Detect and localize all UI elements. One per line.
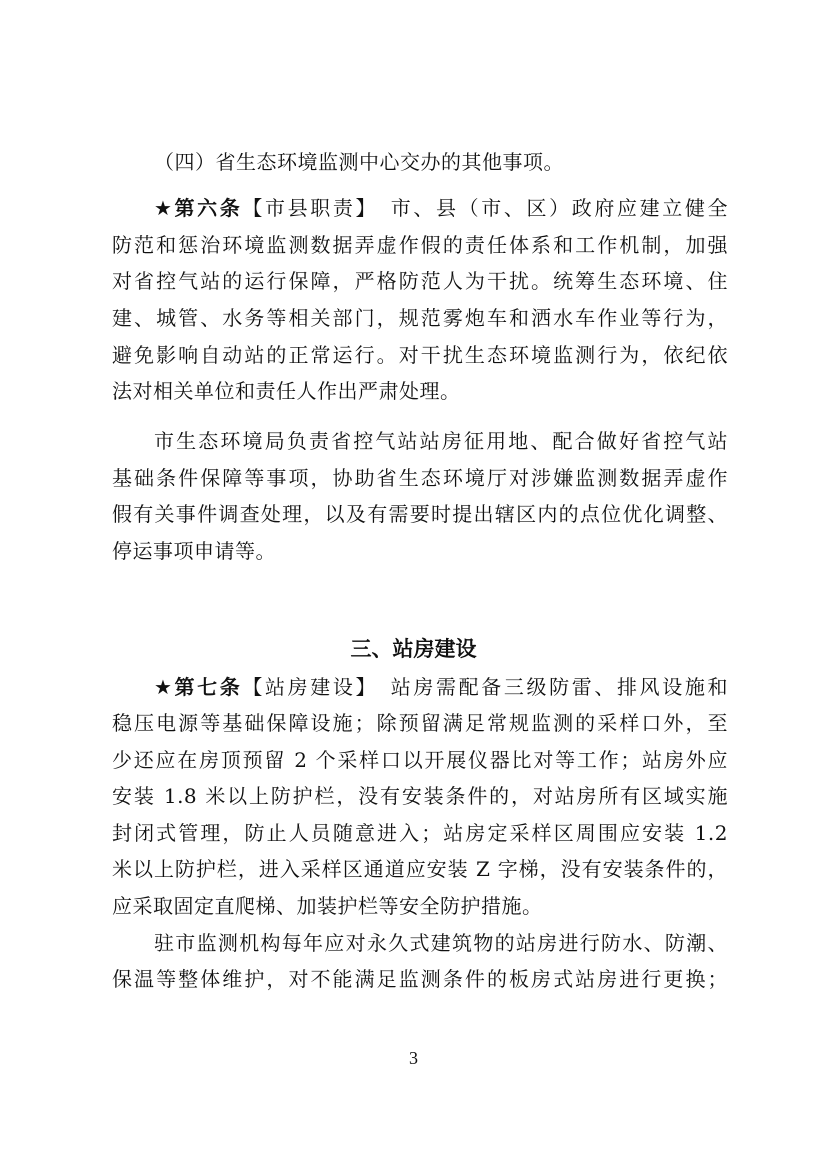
paragraph-line: 避免影响自动站的正常运行。对干扰生态环境监测行为，依纪依 — [112, 343, 728, 367]
paragraph-line: 封闭式管理，防止人员随意进入；站房定采样区周围应安装 1.2 — [112, 821, 728, 845]
article-7-first-line — [112, 675, 728, 699]
article-label: ★第七条 — [154, 675, 243, 699]
article-text: 站房需配备三级防雷、排风设施和 — [368, 675, 729, 699]
paragraph-line: 防范和惩治环境监测数据弄虚作假的责任体系和工作机制，加强 — [112, 233, 728, 257]
article-6-first-line — [112, 196, 728, 220]
paragraph-line: 对省控气站的运行保障，严格防范人为干扰。统筹生态环境、住 — [112, 269, 728, 293]
paragraph-line: 少还应在房顶预留 2 个采样口以开展仪器比对等工作；站房外应 — [112, 748, 728, 772]
paragraph-line: 法对相关单位和责任人作出严肃处理。 — [112, 379, 461, 403]
paragraph-line: 保温等整体维护，对不能满足监测条件的板房式站房进行更换； — [112, 967, 728, 991]
paragraph-line: 基础条件保障等事项，协助省生态环境厅对涉嫌监测数据弄虚作 — [112, 466, 728, 490]
paragraph-line: 假有关事件调查处理，以及有需要时提出辖区内的点位优化调整、 — [112, 502, 728, 526]
page-number: 3 — [409, 1048, 418, 1068]
paragraph-line: 应采取固定直爬梯、加装护栏等安全防护措施。 — [112, 894, 543, 918]
paragraph-line: 建、城管、水务等相关部门，规范雾炮车和洒水车作业等行为， — [112, 306, 728, 330]
paragraph-line: 驻市监测机构每年应对永久式建筑物的站房进行防水、防潮、 — [154, 931, 728, 955]
paragraph-line: 市生态环境局负责省控气站站房征用地、配合做好省控气站 — [154, 429, 728, 453]
article-title: 【市县职责】 — [242, 196, 369, 220]
paragraph-line: 停运事项申请等。 — [112, 539, 276, 563]
article-title: 【站房建设】 — [242, 675, 369, 699]
paragraph-line: 米以上防护栏，进入采样区通道应安装 Z 字梯，没有安装条件的， — [112, 857, 728, 881]
section-heading: 三、站房建设 — [350, 637, 477, 661]
article-label: ★第六条 — [154, 196, 243, 220]
paragraph-line: （四）省生态环境监测中心交办的其他事项。 — [154, 150, 564, 174]
paragraph-line: 安装 1.8 米以上防护栏，没有安装条件的，对站房所有区域实施 — [112, 784, 728, 808]
article-text: 市、县（市、区）政府应建立健全 — [368, 196, 729, 220]
paragraph-line: 稳压电源等基础保障设施；除预留满足常规监测的采样口外，至 — [112, 711, 728, 735]
